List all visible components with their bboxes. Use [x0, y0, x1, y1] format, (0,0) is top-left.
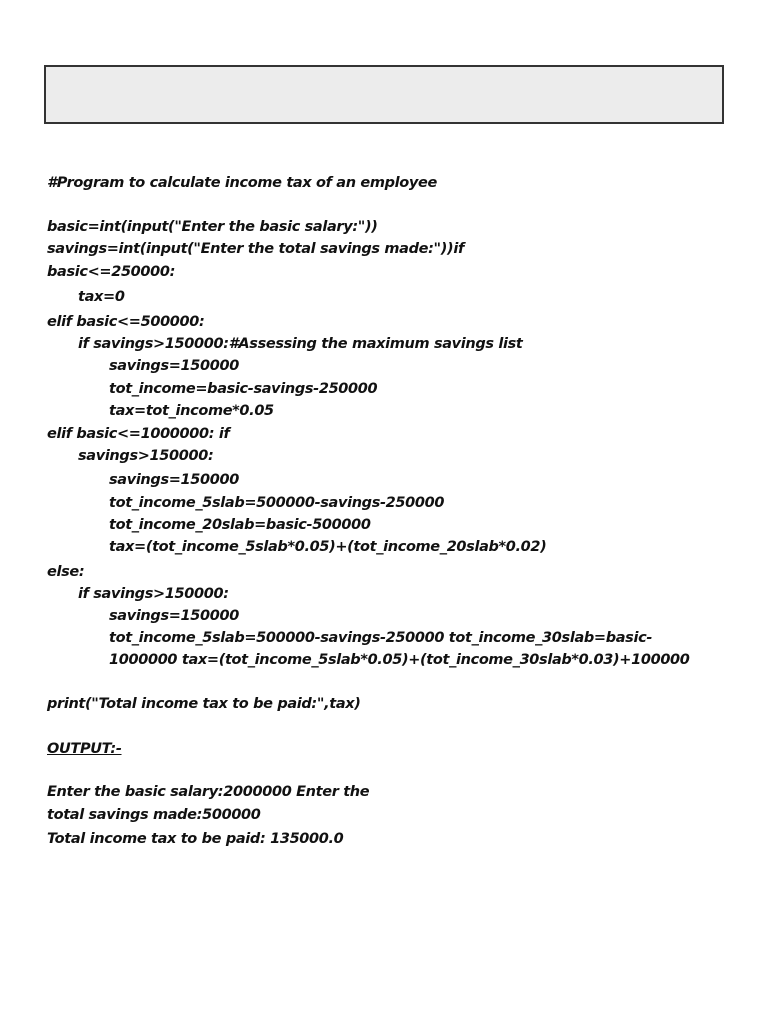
- code-comment-line: #Program to calculate income tax of an employee: [47, 175, 437, 191]
- header-box: [44, 65, 724, 124]
- code-line: tot_income_5slab=500000-savings-250000: [109, 495, 445, 511]
- code-line: tot_income_20slab=basic-500000: [109, 517, 371, 533]
- code-line: print("Total income tax to be paid:",tax): [47, 696, 361, 712]
- code-line: savings>150000:: [78, 448, 214, 464]
- output-line: Enter the basic salary:2000000 Enter the: [47, 784, 370, 800]
- code-line: else:: [47, 564, 85, 580]
- code-line: savings=150000: [109, 608, 239, 624]
- code-line: savings=150000: [109, 472, 239, 488]
- output-heading: OUTPUT:-: [47, 741, 122, 757]
- code-line: tot_income=basic-savings-250000: [109, 381, 378, 397]
- code-line: if savings>150000:: [78, 586, 229, 602]
- code-line: savings=150000: [109, 358, 239, 374]
- output-line: Total income tax to be paid: 135000.0: [47, 831, 344, 847]
- code-line: tax=tot_income*0.05: [109, 403, 274, 419]
- code-line: if savings>150000:#Assessing the maximum savings list: [78, 336, 523, 352]
- code-line: basic<=250000:: [47, 264, 176, 280]
- code-line: basic=int(input("Enter the basic salary:")): [47, 219, 378, 235]
- output-line: total savings made:500000: [47, 807, 261, 823]
- code-line: 1000000 tax=(tot_income_5slab*0.05)+(tot_income_30slab*0.03)+100000: [109, 652, 690, 668]
- code-line: elif basic<=1000000: if: [47, 426, 230, 442]
- code-line: tot_income_5slab=500000-savings-250000 tot_income_30slab=basic-: [109, 630, 652, 646]
- code-line: tax=0: [78, 289, 125, 305]
- code-line: elif basic<=500000:: [47, 314, 205, 330]
- code-line: savings=int(input("Enter the total savings made:"))if: [47, 241, 464, 257]
- code-line: tax=(tot_income_5slab*0.05)+(tot_income_20slab*0.02): [109, 539, 547, 555]
